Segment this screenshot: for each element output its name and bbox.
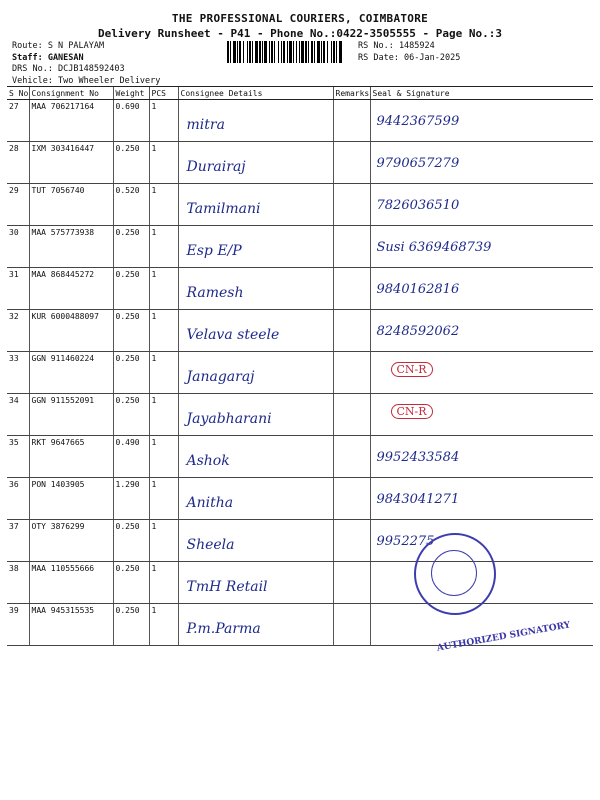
row-sno: 34 <box>7 394 29 436</box>
row-weight: 0.250 <box>113 226 149 268</box>
col-consignee: Consignee Details <box>178 87 333 100</box>
barcode-bar <box>283 41 285 63</box>
barcode-bar <box>239 41 241 63</box>
handwritten-consignee: Ramesh <box>186 285 244 301</box>
barcode-bar <box>255 41 258 63</box>
barcode-bar <box>314 41 315 63</box>
table-row <box>7 394 593 436</box>
table-row <box>7 562 593 604</box>
row-weight: 1.290 <box>113 478 149 520</box>
company-seal-inner <box>431 550 477 596</box>
table-row <box>7 268 593 310</box>
table-row <box>7 352 593 394</box>
barcode-bar <box>299 41 300 63</box>
row-consignment: RKT 9647665 <box>29 436 113 478</box>
handwritten-consignee: mitra <box>186 117 225 133</box>
row-pcs: 1 <box>149 436 178 478</box>
row-sno: 39 <box>7 604 29 646</box>
barcode-bar <box>278 41 279 63</box>
runsheet-meta-right <box>358 41 460 64</box>
handwritten-consignee: Ashok <box>186 453 230 469</box>
row-consignee <box>178 268 333 310</box>
barcode-bar <box>249 41 251 63</box>
runsheet-title: Delivery Runsheet - P41 - Phone No.:0422-3505555 - Page No.:3 <box>98 27 502 40</box>
row-remarks <box>333 352 370 394</box>
runsheet-meta-left <box>12 41 160 87</box>
row-consignment: KUR 6000488097 <box>29 310 113 352</box>
row-weight: 0.250 <box>113 352 149 394</box>
handwritten-signature: CN-R <box>391 362 433 377</box>
handwritten-signature: 7826036510 <box>376 198 460 213</box>
row-consignment: MAA 575773938 <box>29 226 113 268</box>
row-consignment: MAA 110555666 <box>29 562 113 604</box>
handwritten-signature: Susi 6369468739 <box>376 240 492 255</box>
row-consignee <box>178 478 333 520</box>
row-pcs: 1 <box>149 184 178 226</box>
row-remarks <box>333 226 370 268</box>
row-weight: 0.250 <box>113 604 149 646</box>
company-seal <box>414 533 496 615</box>
row-remarks <box>333 100 370 142</box>
authorized-signatory-text: AUTHORIZED SIGNATORY <box>436 620 572 654</box>
row-consignee <box>178 562 333 604</box>
rs-date: RS Date: 06-Jan-2025 <box>358 52 461 63</box>
barcode-bar <box>237 41 238 63</box>
row-weight: 0.250 <box>113 394 149 436</box>
row-consignment: MAA 945315535 <box>29 604 113 646</box>
row-remarks <box>333 436 370 478</box>
row-remarks <box>333 478 370 520</box>
row-consignee <box>178 436 333 478</box>
row-consignee <box>178 100 333 142</box>
row-signature <box>370 268 593 310</box>
row-sno: 33 <box>7 352 29 394</box>
barcode-bar <box>311 41 313 63</box>
barcode-bar <box>259 41 261 63</box>
row-signature <box>370 100 593 142</box>
handwritten-signature: 9952433584 <box>376 450 460 465</box>
handwritten-consignee: Jayabharani <box>186 411 272 427</box>
table-row <box>7 226 593 268</box>
row-weight: 0.490 <box>113 436 149 478</box>
table-row <box>7 478 593 520</box>
row-sno: 35 <box>7 436 29 478</box>
route-label: Route: S N PALAYAM <box>12 41 105 51</box>
handwritten-signature: 8248592062 <box>376 324 460 339</box>
row-signature <box>370 310 593 352</box>
row-remarks <box>333 394 370 436</box>
table-row <box>7 520 593 562</box>
staff-label: Staff: GANESAN <box>12 52 84 63</box>
handwritten-consignee: Janagaraj <box>186 369 255 385</box>
handwritten-signature: 9843041271 <box>376 492 460 507</box>
barcode-bar <box>287 41 288 63</box>
row-consignment: MAA 868445272 <box>29 268 113 310</box>
row-signature <box>370 142 593 184</box>
barcode-bar <box>230 41 231 63</box>
row-consignment: GGN 911552091 <box>29 394 113 436</box>
row-pcs: 1 <box>149 562 178 604</box>
col-sno: S No <box>9 88 29 98</box>
row-weight: 0.250 <box>113 268 149 310</box>
handwritten-signature: CN-R <box>391 404 433 419</box>
row-consignment: GGN 911460224 <box>29 352 113 394</box>
row-sno: 29 <box>7 184 29 226</box>
col-consignment: Consignment No <box>29 87 113 100</box>
barcode-bar <box>233 41 236 63</box>
row-signature <box>370 478 593 520</box>
row-consignment: TUT 7056740 <box>29 184 113 226</box>
row-remarks <box>333 520 370 562</box>
row-pcs: 1 <box>149 226 178 268</box>
row-signature <box>370 352 593 394</box>
table-row <box>7 100 593 142</box>
table-row <box>7 310 593 352</box>
row-sno: 30 <box>7 226 29 268</box>
row-sno: 32 <box>7 310 29 352</box>
barcode-bar <box>331 41 332 63</box>
row-pcs: 1 <box>149 394 178 436</box>
handwritten-signature: 9790657279 <box>376 156 460 171</box>
barcode-bar <box>301 41 304 63</box>
barcode-bar <box>289 41 292 63</box>
row-pcs: 1 <box>149 520 178 562</box>
row-sno: 36 <box>7 478 29 520</box>
row-consignee <box>178 520 333 562</box>
barcode-bar <box>281 41 282 63</box>
barcode-bar <box>327 41 328 63</box>
handwritten-consignee: P.m.Parma <box>186 621 261 637</box>
vehicle-label: Vehicle: Two Wheeler Delivery <box>12 75 161 86</box>
row-sno: 28 <box>7 142 29 184</box>
row-pcs: 1 <box>149 604 178 646</box>
row-weight: 0.250 <box>113 310 149 352</box>
row-pcs: 1 <box>149 268 178 310</box>
col-pcs: PCS <box>149 87 178 100</box>
handwritten-consignee: Esp E/P <box>186 243 242 259</box>
barcode-bar <box>243 41 244 63</box>
row-remarks <box>333 604 370 646</box>
handwritten-signature: 9840162816 <box>376 282 460 297</box>
barcode-bar <box>323 41 325 63</box>
barcode-bar <box>296 41 297 63</box>
barcode-image <box>227 41 343 63</box>
row-pcs: 1 <box>149 100 178 142</box>
row-remarks <box>333 562 370 604</box>
table-row <box>7 184 593 226</box>
barcode-bar <box>269 41 270 63</box>
barcode-bar <box>274 41 275 63</box>
handwritten-consignee: Tamilmani <box>186 201 261 217</box>
row-weight: 0.250 <box>113 520 149 562</box>
barcode-bar <box>336 41 337 63</box>
col-weight: Weight <box>113 87 149 100</box>
handwritten-consignee: Anitha <box>186 495 234 511</box>
row-signature <box>370 394 593 436</box>
handwritten-consignee: TmH Retail <box>186 579 268 595</box>
row-remarks <box>333 268 370 310</box>
barcode-bar <box>262 41 263 63</box>
row-remarks <box>333 184 370 226</box>
row-sno: 27 <box>7 100 29 142</box>
handwritten-consignee: Durairaj <box>186 159 246 175</box>
row-remarks <box>333 310 370 352</box>
barcode-bar <box>321 41 322 63</box>
handwritten-consignee: Sheela <box>186 537 235 553</box>
row-weight: 0.690 <box>113 100 149 142</box>
row-consignment: IXM 303416447 <box>29 142 113 184</box>
barcode-bar <box>252 41 253 63</box>
barcode-bar <box>271 41 273 63</box>
table-row <box>7 142 593 184</box>
row-consignee <box>178 394 333 436</box>
row-signature <box>370 226 593 268</box>
barcode-bar <box>308 41 309 63</box>
row-weight: 0.520 <box>113 184 149 226</box>
row-signature <box>370 184 593 226</box>
row-consignee <box>178 604 333 646</box>
row-consignee <box>178 310 333 352</box>
handwritten-signature: 9952275 <box>376 534 435 549</box>
row-consignee <box>178 352 333 394</box>
company-name: THE PROFESSIONAL COURIERS, COIMBATORE <box>171 12 429 25</box>
row-signature <box>370 436 593 478</box>
row-consignment: PON 1403905 <box>29 478 113 520</box>
row-weight: 0.250 <box>113 142 149 184</box>
row-sno: 37 <box>7 520 29 562</box>
barcode-bar <box>317 41 320 63</box>
barcode-bar <box>339 41 342 63</box>
row-consignee <box>178 226 333 268</box>
table-row <box>7 436 593 478</box>
row-sno: 31 <box>7 268 29 310</box>
barcode-bar <box>305 41 307 63</box>
table-header-row <box>7 87 593 100</box>
barcode-bar <box>247 41 248 63</box>
barcode-bar <box>293 41 294 63</box>
row-consignee <box>178 184 333 226</box>
row-weight: 0.250 <box>113 562 149 604</box>
row-pcs: 1 <box>149 478 178 520</box>
barcode-bar <box>264 41 267 63</box>
barcode-bar <box>333 41 335 63</box>
row-sno: 38 <box>7 562 29 604</box>
handwritten-consignee: Velava steele <box>186 327 280 343</box>
row-consignee <box>178 142 333 184</box>
runsheet-header <box>0 0 600 88</box>
row-pcs: 1 <box>149 310 178 352</box>
delivery-table <box>7 86 593 646</box>
row-pcs: 1 <box>149 352 178 394</box>
rs-number: RS No.: 1485924 <box>358 41 435 51</box>
row-consignment: OTY 3876299 <box>29 520 113 562</box>
row-consignment: MAA 706217164 <box>29 100 113 142</box>
col-signature: Seal & Signature <box>370 87 593 100</box>
col-remarks: Remarks <box>333 87 370 100</box>
drs-number: DRS No.: DCJB148592403 <box>12 64 125 74</box>
row-pcs: 1 <box>149 142 178 184</box>
barcode-bar <box>227 41 229 63</box>
handwritten-signature: 9442367599 <box>376 114 460 129</box>
row-remarks <box>333 142 370 184</box>
